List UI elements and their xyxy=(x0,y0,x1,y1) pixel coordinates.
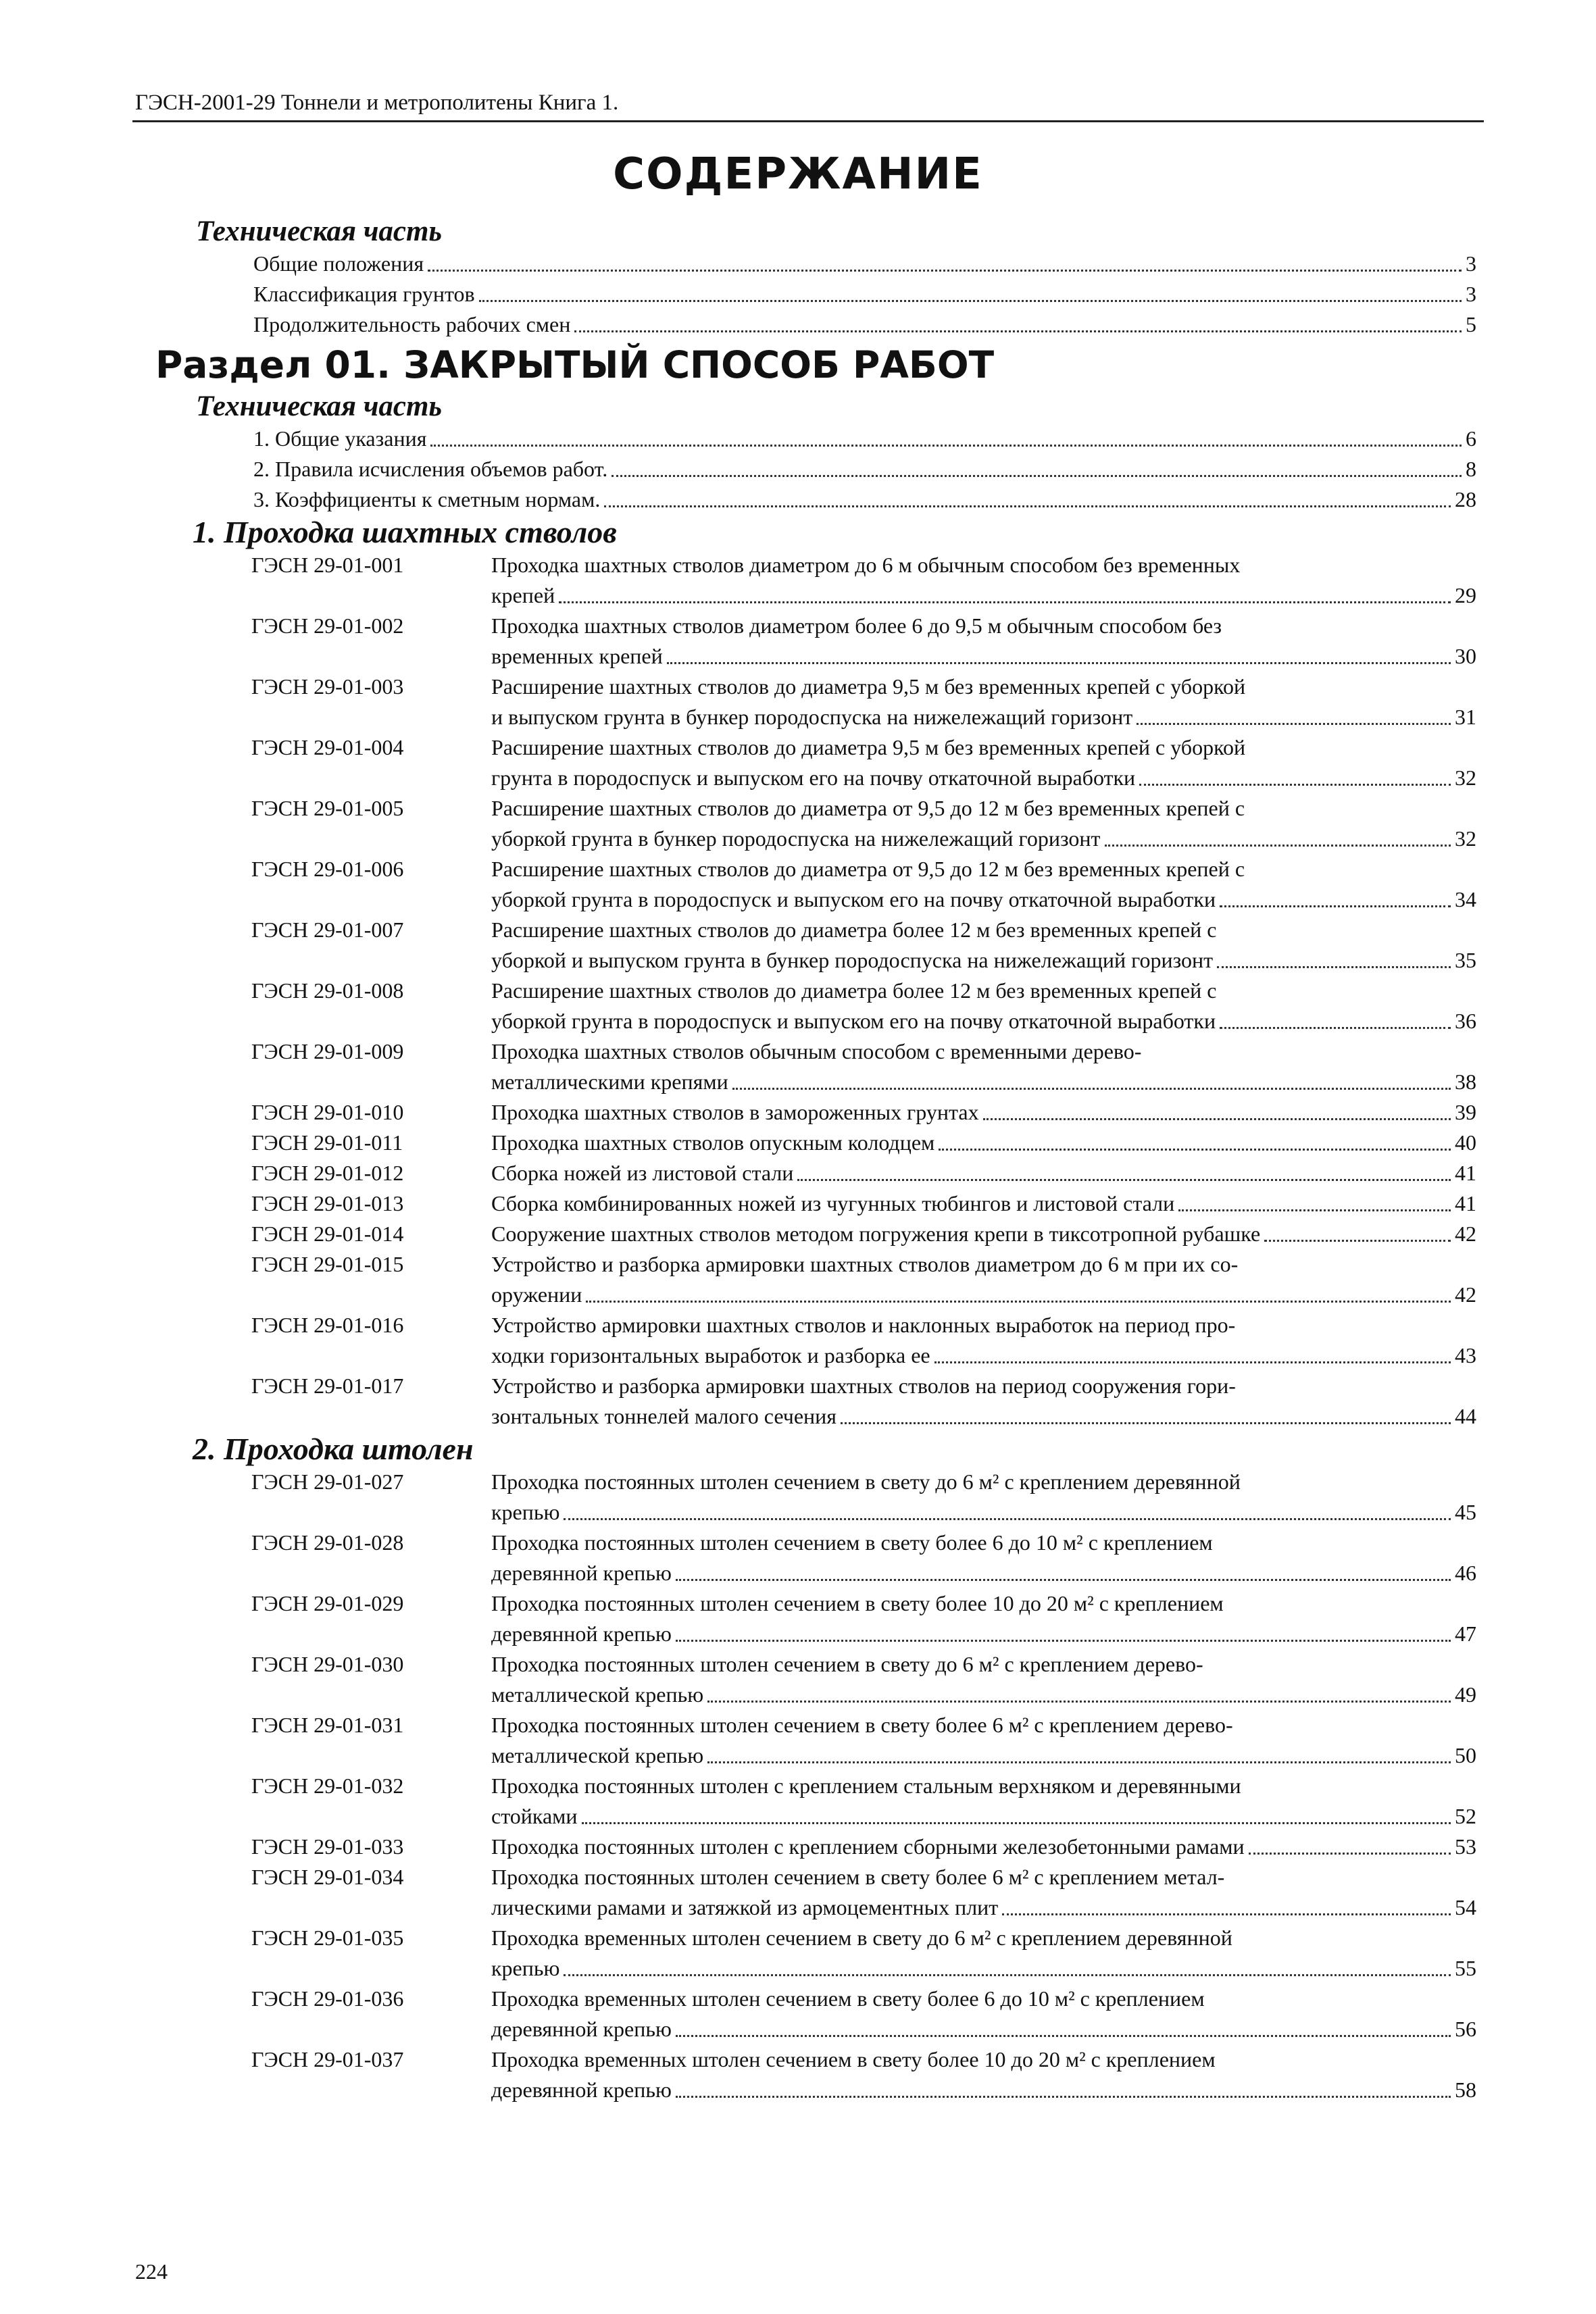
norm-code: ГЭСН 29-01-011 xyxy=(251,1130,403,1155)
dot-leader xyxy=(564,1974,1451,1976)
dot-leader xyxy=(612,475,1462,477)
toc-entry-title-line: деревянной крепью xyxy=(491,2078,672,2102)
toc-entry-last-line xyxy=(491,1740,1476,1771)
toc-entry-title-line: деревянной крепью xyxy=(491,1621,672,1646)
toc-entry-title-line: металлической крепью xyxy=(491,1743,704,1767)
dot-leader xyxy=(1220,1027,1451,1029)
tech-part-title: Техническая часть xyxy=(196,216,443,247)
dot-leader xyxy=(841,1422,1451,1424)
toc-entry-last-line xyxy=(491,1280,1476,1310)
dot-leader xyxy=(564,1518,1451,1520)
toc-code-entry xyxy=(251,1128,1476,1158)
toc-page-number: 47 xyxy=(1455,1621,1476,1646)
sub1-entries xyxy=(0,550,1596,1432)
toc-entry-body xyxy=(491,793,1476,854)
toc-page-number: 3 xyxy=(1466,282,1476,306)
toc-page-number: 55 xyxy=(1455,1956,1476,1980)
toc-entry-title-line: Проходка временных штолен сечением в свету более 6 до 10 м² с креплением xyxy=(491,1986,1205,2011)
toc-entry-title-line: Проходка шахтных стволов диаметром более 6 до 9,5 м обычным способом без xyxy=(491,613,1222,638)
toc-entry-title-line: временных крепей xyxy=(491,644,663,668)
toc-code-entry xyxy=(251,1249,1476,1310)
norm-code: ГЭСН 29-01-004 xyxy=(251,735,404,759)
dot-leader xyxy=(676,2096,1451,2098)
dot-leader xyxy=(559,601,1451,603)
dot-leader xyxy=(586,1301,1451,1303)
toc-page-number: 41 xyxy=(1455,1191,1476,1215)
toc-page-number: 44 xyxy=(1455,1404,1476,1428)
running-head: ГЭСН-2001-29 Тоннели и метрополитены Книга 1. xyxy=(135,91,619,115)
toc-entry-last-line xyxy=(491,1401,1476,1432)
dot-leader xyxy=(707,1701,1451,1703)
norm-code: ГЭСН 29-01-035 xyxy=(251,1926,404,1950)
toc-entry-body xyxy=(491,1467,1476,1528)
toc-entry-body xyxy=(491,611,1476,672)
toc-entry-last-line xyxy=(491,1892,1476,1923)
toc-entry-title-line: Расширение шахтных стволов до диаметра от 9,5 до 12 м без временных крепей с xyxy=(491,796,1245,820)
norm-code: ГЭСН 29-01-031 xyxy=(251,1713,404,1737)
toc-page-number: 56 xyxy=(1455,2017,1476,2041)
toc-page-number: 52 xyxy=(1455,1804,1476,1828)
toc-entry-last-line xyxy=(491,1128,1476,1158)
toc-entry-title-line: уборкой грунта в бункер породоспуска на нижележащий горизонт xyxy=(491,826,1101,851)
subsection-title: 1. Проходка шахтных стволов xyxy=(193,515,617,549)
toc-code-entry xyxy=(251,854,1476,915)
toc-entry-title-line: крепью xyxy=(491,1956,560,1980)
toc-entry-title-line: Проходка постоянных штолен сечением в свету до 6 м² с креплением деревянной xyxy=(491,1469,1241,1494)
toc-entry-body xyxy=(491,1249,1476,1310)
dot-leader xyxy=(582,1822,1451,1824)
dot-leader xyxy=(430,445,1462,447)
toc-entry-title: Классификация грунтов xyxy=(253,282,475,306)
toc-page-number: 5 xyxy=(1466,312,1476,336)
norm-code: ГЭСН 29-01-012 xyxy=(251,1161,404,1185)
toc-entry-title-line: Проходка постоянных штолен сечением в свету более 10 до 20 м² с креплением xyxy=(491,1591,1224,1615)
norm-code: ГЭСН 29-01-027 xyxy=(251,1469,404,1494)
dot-leader xyxy=(1137,723,1451,725)
toc-page-number: 54 xyxy=(1455,1895,1476,1919)
toc-entry-body xyxy=(491,732,1476,793)
toc-entry-last-line xyxy=(491,641,1476,672)
toc-page-number: 45 xyxy=(1455,1500,1476,1524)
toc-entry-title: 3. Коэффициенты к сметным нормам. xyxy=(253,487,601,511)
dot-leader xyxy=(1264,1240,1451,1242)
toc-code-entry xyxy=(251,1710,1476,1771)
toc-entry-body xyxy=(491,672,1476,732)
toc-entry-title-line: Устройство армировки шахтных стволов и наклонных выработок на период про- xyxy=(491,1313,1236,1337)
toc-code-entry xyxy=(251,2044,1476,2105)
toc-entry-body xyxy=(491,1771,1476,1832)
toc-entry-title-line: Сборка ножей из листовой стали xyxy=(491,1161,794,1185)
toc-entry-body xyxy=(491,1097,1476,1128)
dot-leader xyxy=(1249,1853,1451,1855)
norm-code: ГЭСН 29-01-005 xyxy=(251,796,404,820)
norm-code: ГЭСН 29-01-029 xyxy=(251,1591,404,1615)
toc-page-number: 41 xyxy=(1455,1161,1476,1185)
dot-leader xyxy=(1105,845,1451,847)
norm-code: ГЭСН 29-01-030 xyxy=(251,1652,404,1676)
toc-entry-title-line: стойками xyxy=(491,1804,578,1828)
toc-page-number: 58 xyxy=(1455,2078,1476,2102)
norm-code: ГЭСН 29-01-014 xyxy=(251,1222,404,1246)
toc-code-entry xyxy=(251,1371,1476,1432)
toc-code-entry xyxy=(251,1158,1476,1188)
dot-leader xyxy=(983,1118,1451,1120)
toc-entry-last-line xyxy=(491,1953,1476,1984)
dot-leader xyxy=(604,505,1451,507)
toc-entry-title-line: уборкой грунта в породоспуск и выпуском его на почву откаточной выработки xyxy=(491,1009,1216,1033)
toc-page-number: 3 xyxy=(1466,251,1476,276)
toc-entry-title-line: Проходка временных штолен сечением в свету до 6 м² с креплением деревянной xyxy=(491,1926,1232,1950)
toc-entry-body xyxy=(491,550,1476,611)
dot-leader xyxy=(479,300,1462,302)
toc-page-number: 32 xyxy=(1455,765,1476,790)
toc-page-number: 31 xyxy=(1455,705,1476,729)
toc-entry-last-line xyxy=(491,1097,1476,1128)
norm-code: ГЭСН 29-01-013 xyxy=(251,1191,404,1215)
toc-code-entry xyxy=(251,1310,1476,1371)
dot-leader xyxy=(676,1579,1451,1581)
toc-page-number: 30 xyxy=(1455,644,1476,668)
toc-entry-body xyxy=(491,1528,1476,1588)
toc-page-number: 42 xyxy=(1455,1222,1476,1246)
dot-leader xyxy=(1002,1913,1451,1915)
dot-leader xyxy=(667,662,1451,664)
toc-page-number: 38 xyxy=(1455,1070,1476,1094)
toc-entry-body xyxy=(491,1158,1476,1188)
toc-page-number: 35 xyxy=(1455,948,1476,972)
dot-leader xyxy=(676,2035,1451,2037)
tech-part-2-entries xyxy=(0,424,1596,515)
dot-leader xyxy=(676,1640,1451,1642)
toc-entry-title-line: Устройство и разборка армировки шахтных стволов диаметром до 6 м при их со- xyxy=(491,1252,1239,1276)
toc-entry-title-line: Проходка постоянных штолен сечением в свету более 6 м² с креплением метал- xyxy=(491,1865,1225,1889)
toc-entry-body xyxy=(491,1588,1476,1649)
toc-entry-title-line: металлической крепью xyxy=(491,1682,704,1707)
toc-page-number: 34 xyxy=(1455,887,1476,911)
toc-entry-title: Продолжительность рабочих смен xyxy=(253,312,571,336)
toc-page-number: 43 xyxy=(1455,1343,1476,1367)
toc-entry-body xyxy=(491,1310,1476,1371)
toc-entry xyxy=(253,249,1476,279)
toc-entry-last-line xyxy=(491,763,1476,793)
norm-code: ГЭСН 29-01-003 xyxy=(251,674,404,699)
toc-entry-last-line xyxy=(491,580,1476,611)
norm-code: ГЭСН 29-01-017 xyxy=(251,1374,404,1398)
toc-code-entry xyxy=(251,1832,1476,1862)
toc-entry-title-line: деревянной крепью xyxy=(491,2017,672,2041)
subsection-title: 2. Проходка штолен xyxy=(193,1432,474,1466)
toc-page-number: 29 xyxy=(1455,583,1476,607)
toc-entry-last-line xyxy=(491,1619,1476,1649)
toc-entry-title-line: Сборка комбинированных ножей из чугунных тюбингов и листовой стали xyxy=(491,1191,1175,1215)
dot-leader xyxy=(1178,1209,1451,1211)
toc-page-number: 53 xyxy=(1455,1834,1476,1859)
toc-entry-last-line xyxy=(491,1158,1476,1188)
toc-entry-title-line: Проходка шахтных стволов опускным колодцем xyxy=(491,1130,935,1155)
dot-leader xyxy=(939,1149,1451,1151)
toc-entry-title-line: Проходка шахтных стволов диаметром до 6 м обычным способом без временных xyxy=(491,553,1241,577)
toc-code-entry xyxy=(251,1771,1476,1832)
toc-code-entry xyxy=(251,550,1476,611)
norm-code: ГЭСН 29-01-033 xyxy=(251,1834,404,1859)
toc-entry-title-line: Сооружение шахтных стволов методом погружения крепи в тиксотропной рубашке xyxy=(491,1222,1261,1246)
toc-entry-body xyxy=(491,1862,1476,1923)
norm-code: ГЭСН 29-01-034 xyxy=(251,1865,404,1889)
dot-leader xyxy=(797,1179,1451,1181)
toc-entry-last-line xyxy=(491,1801,1476,1832)
toc-entry-body xyxy=(491,1219,1476,1249)
toc-entry-title-line: уборкой грунта в породоспуск и выпуском его на почву откаточной выработки xyxy=(491,887,1216,911)
toc-code-entry xyxy=(251,1097,1476,1128)
toc-code-entry xyxy=(251,1862,1476,1923)
toc-code-entry xyxy=(251,1036,1476,1097)
toc-entry-title-line: металлическими крепями xyxy=(491,1070,728,1094)
toc-entry-title-line: деревянной крепью xyxy=(491,1561,672,1585)
norm-code: ГЭСН 29-01-006 xyxy=(251,857,404,881)
toc-entry xyxy=(253,309,1476,340)
toc-entry-body xyxy=(491,1371,1476,1432)
toc-code-entry xyxy=(251,1467,1476,1528)
norm-code: ГЭСН 29-01-032 xyxy=(251,1774,404,1798)
dot-leader xyxy=(707,1761,1451,1763)
dot-leader xyxy=(1139,784,1451,786)
toc-entry-title-line: Проходка постоянных штолен сечением в свету более 6 м² с креплением дерево- xyxy=(491,1713,1233,1737)
dot-leader xyxy=(1217,966,1451,968)
toc-entry-body xyxy=(491,1128,1476,1158)
toc-entry xyxy=(253,424,1476,454)
toc-entry xyxy=(253,279,1476,309)
toc-code-entry xyxy=(251,915,1476,976)
toc-entry-title-line: лическими рамами и затяжкой из армоцементных плит xyxy=(491,1895,999,1919)
toc-code-entry xyxy=(251,611,1476,672)
dot-leader xyxy=(1220,905,1451,907)
toc-entry-title-line: уборкой и выпуском грунта в бункер породоспуска на нижележащий горизонт xyxy=(491,948,1214,972)
norm-code: ГЭСН 29-01-015 xyxy=(251,1252,404,1276)
toc-page-number: 40 xyxy=(1455,1130,1476,1155)
toc-entry-last-line xyxy=(491,1680,1476,1710)
toc-entry-title-line: Проходка постоянных штолен с креплением сборными железобетонными рамами xyxy=(491,1834,1245,1859)
toc-entry-title-line: Проходка постоянных штолен сечением в свету более 6 до 10 м² с креплением xyxy=(491,1530,1213,1555)
table-of-contents xyxy=(0,215,1596,2105)
toc-page-number: 28 xyxy=(1455,487,1476,511)
toc-entry-title: 1. Общие указания xyxy=(253,426,427,451)
page-number: 224 xyxy=(135,2259,168,2284)
toc-entry-title-line: зонтальных тоннелей малого сечения xyxy=(491,1404,837,1428)
norm-code: ГЭСН 29-01-002 xyxy=(251,613,404,638)
toc-entry-title-line: ходки горизонтальных выработок и разборка ее xyxy=(491,1343,930,1367)
toc-entry-last-line xyxy=(491,1497,1476,1528)
norm-code: ГЭСН 29-01-037 xyxy=(251,2047,404,2071)
norm-code: ГЭСН 29-01-036 xyxy=(251,1986,404,2011)
toc-entry-title-line: Расширение шахтных стволов до диаметра более 12 м без временных крепей с xyxy=(491,978,1217,1003)
toc-page-number: 36 xyxy=(1455,1009,1476,1033)
toc-entry-title-line: Расширение шахтных стволов до диаметра от 9,5 до 12 м без временных крепей с xyxy=(491,857,1245,881)
toc-entry-title-line: Проходка постоянных штолен сечением в свету до 6 м² с креплением дерево- xyxy=(491,1652,1203,1676)
toc-entry-last-line xyxy=(491,1219,1476,1249)
norm-code: ГЭСН 29-01-016 xyxy=(251,1313,404,1337)
norm-code: ГЭСН 29-01-008 xyxy=(251,978,404,1003)
toc-entry-title-line: Проходка шахтных стволов в замороженных грунтах xyxy=(491,1100,979,1124)
toc-entry-title-line: Проходка временных штолен сечением в свету более 10 до 20 м² с креплением xyxy=(491,2047,1216,2071)
toc-page-number: 39 xyxy=(1455,1100,1476,1124)
toc-page-number: 32 xyxy=(1455,826,1476,851)
toc-page-number: 42 xyxy=(1455,1282,1476,1307)
toc-page-number: 50 xyxy=(1455,1743,1476,1767)
toc-entry-last-line xyxy=(491,1188,1476,1219)
toc-entry-title-line: Устройство и разборка армировки шахтных стволов на период сооружения гори- xyxy=(491,1374,1236,1398)
toc-entry-body xyxy=(491,1710,1476,1771)
toc-entry-title-line: Расширение шахтных стволов до диаметра более 12 м без временных крепей с xyxy=(491,917,1217,942)
toc-code-entry xyxy=(251,1528,1476,1588)
toc-entry-body xyxy=(491,854,1476,915)
toc-entry-last-line xyxy=(491,1006,1476,1036)
toc-entry-last-line xyxy=(491,824,1476,854)
toc-code-entry xyxy=(251,1219,1476,1249)
page-title: СОДЕРЖАНИЕ xyxy=(613,149,983,199)
norm-code: ГЭСН 29-01-001 xyxy=(251,553,404,577)
norm-code: ГЭСН 29-01-028 xyxy=(251,1530,404,1555)
toc-entry-body xyxy=(491,1649,1476,1710)
toc-entry-title-line: Расширение шахтных стволов до диаметра 9,5 м без временных крепей с уборкой xyxy=(491,674,1246,699)
toc-code-entry xyxy=(251,1188,1476,1219)
toc-entry xyxy=(253,484,1476,515)
dot-leader xyxy=(934,1361,1451,1363)
toc-entry-title: Общие положения xyxy=(253,251,424,276)
toc-entry-last-line xyxy=(491,1558,1476,1588)
header-rule xyxy=(132,120,1484,122)
toc-entry-last-line xyxy=(491,702,1476,732)
toc-code-entry xyxy=(251,1588,1476,1649)
tech-part-1-entries xyxy=(0,249,1596,340)
dot-leader xyxy=(574,330,1462,332)
toc-code-entry xyxy=(251,1923,1476,1984)
sub2-entries xyxy=(0,1467,1596,2105)
toc-entry-body xyxy=(491,976,1476,1036)
toc-entry-body xyxy=(491,1832,1476,1862)
toc-page-number: 8 xyxy=(1466,457,1476,481)
toc-entry-last-line xyxy=(491,1832,1476,1862)
section-title: Раздел 01. ЗАКРЫТЫЙ СПОСОБ РАБОТ xyxy=(155,343,995,386)
toc-code-entry xyxy=(251,672,1476,732)
toc-page-number: 6 xyxy=(1466,426,1476,451)
dot-leader xyxy=(428,270,1462,272)
toc-entry-body xyxy=(491,2044,1476,2105)
toc-code-entry xyxy=(251,1984,1476,2044)
toc-entry-title-line: Проходка постоянных штолен с креплением стальным верхняком и деревянными xyxy=(491,1774,1241,1798)
toc-entry-title-line: и выпуском грунта в бункер породоспуска на нижележащий горизонт xyxy=(491,705,1133,729)
toc-entry-body xyxy=(491,1036,1476,1097)
toc-entry-body xyxy=(491,915,1476,976)
toc-entry-last-line xyxy=(491,1067,1476,1097)
toc-code-entry xyxy=(251,1649,1476,1710)
toc-entry-title-line: оружении xyxy=(491,1282,582,1307)
toc-page-number: 49 xyxy=(1455,1682,1476,1707)
norm-code: ГЭСН 29-01-007 xyxy=(251,917,404,942)
dot-leader xyxy=(732,1088,1451,1090)
toc-entry-body xyxy=(491,1188,1476,1219)
toc-entry-last-line xyxy=(491,2075,1476,2105)
norm-code: ГЭСН 29-01-010 xyxy=(251,1100,404,1124)
toc-code-entry xyxy=(251,976,1476,1036)
toc-entry-last-line xyxy=(491,945,1476,976)
toc-entry-last-line xyxy=(491,884,1476,915)
toc-entry-title-line: крепью xyxy=(491,1500,560,1524)
toc-entry-title-line: крепей xyxy=(491,583,555,607)
toc-entry-title-line: грунта в породоспуск и выпуском его на почву откаточной выработки xyxy=(491,765,1136,790)
tech-part-title: Техническая часть xyxy=(196,391,443,422)
toc-page-number: 46 xyxy=(1455,1561,1476,1585)
toc-entry-last-line xyxy=(491,2014,1476,2044)
toc-code-entry xyxy=(251,732,1476,793)
toc-entry-title-line: Проходка шахтных стволов обычным способом с временными дерево- xyxy=(491,1039,1142,1063)
toc-entry-body xyxy=(491,1984,1476,2044)
norm-code: ГЭСН 29-01-009 xyxy=(251,1039,404,1063)
toc-entry-title-line: Расширение шахтных стволов до диаметра 9,5 м без временных крепей с уборкой xyxy=(491,735,1246,759)
toc-entry xyxy=(253,454,1476,484)
toc-entry-body xyxy=(491,1923,1476,1984)
toc-code-entry xyxy=(251,793,1476,854)
toc-entry-title: 2. Правила исчисления объемов работ. xyxy=(253,457,608,481)
toc-entry-last-line xyxy=(491,1340,1476,1371)
